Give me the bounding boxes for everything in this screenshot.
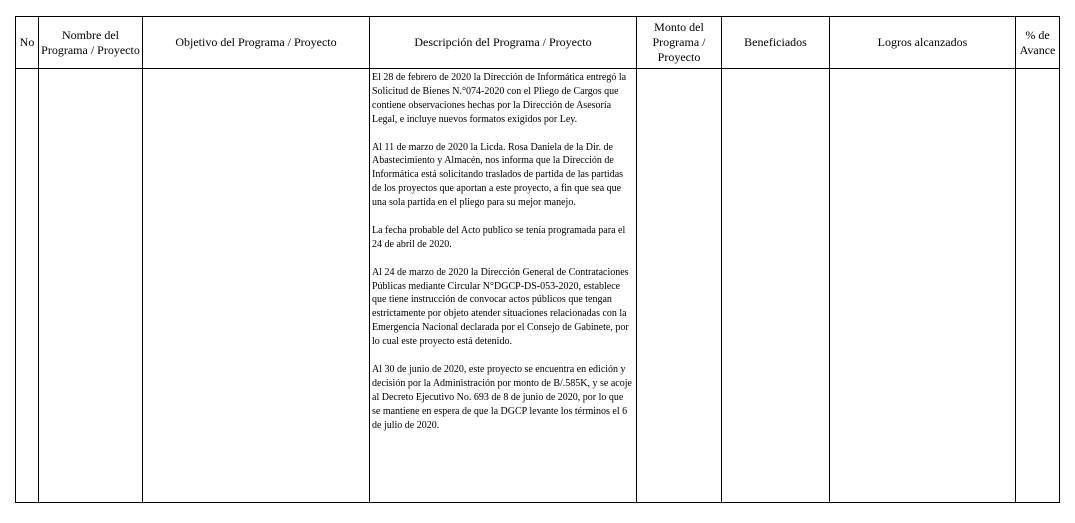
cell-logros [830, 69, 1016, 503]
header-objetivo: Objetivo del Programa / Proyecto [143, 17, 370, 69]
cell-monto [637, 69, 722, 503]
descripcion-paragraph: Al 11 de marzo de 2020 la Licda. Rosa Daniela de la Dir. de Abastecimiento y Almacén, nos informa que la Dirección de Informática está solicitando traslados de partida de las partidas de los proyectos que aportan a este proyecto, a fin que sea que una sola partida en el pliego para su mejor manejo. [372, 141, 624, 209]
descripcion-paragraph: El 28 de febrero de 2020 la Dirección de Informática entregó la Solicitud de Bienes N.°074-2020 con el Pliego de Cargos que contiene observaciones hechas por la Dirección de Asesoría Legal, e incluye nuevos formatos exigidos por Ley. [372, 72, 627, 125]
header-descripcion: Descripción del Programa / Proyecto [370, 17, 637, 69]
descripcion-paragraph: Al 24 de marzo de 2020 la Dirección General de Contrataciones Públicas mediante Circular N°DGCP-DS-053-2020, establece que tiene instrucción de convocar actos públicos que tengan estrictamente por objeto atender situaciones relacionadas con la Emergencia Nacional declarada por el Consejo de Gabinete, por lo cual este proyecto está detenido. [372, 266, 629, 348]
cell-no [16, 69, 39, 503]
header-avance: % de Avance [1016, 17, 1060, 69]
header-beneficiados: Beneficiados [722, 17, 830, 69]
header-monto: Monto del Programa / Proyecto [637, 17, 722, 69]
cell-avance [1016, 69, 1060, 503]
cell-objetivo [143, 69, 370, 503]
header-logros: Logros alcanzados [830, 17, 1016, 69]
cell-nombre [39, 69, 143, 503]
header-row [16, 17, 1060, 69]
projects-table [15, 16, 1060, 503]
descripcion-paragraph: La fecha probable del Acto publico se tenía programada para el 24 de abril de 2020. [372, 224, 626, 250]
table-row [16, 69, 1060, 503]
header-nombre: Nombre del Programa / Proyecto [39, 17, 143, 69]
cell-beneficiados [722, 69, 830, 503]
header-no: No [16, 17, 39, 69]
descripcion-paragraph: Al 30 de junio de 2020, este proyecto se encuentra en edición y decisión por la Administración por monto de B/.585K, y se acoje al Decreto Ejecutivo No. 693 de 8 de junio de 2020, por lo que se mantiene en espera de que la DGCP levante los términos el 6 de julio de 2020. [372, 363, 632, 431]
cell-descripcion [370, 69, 637, 503]
